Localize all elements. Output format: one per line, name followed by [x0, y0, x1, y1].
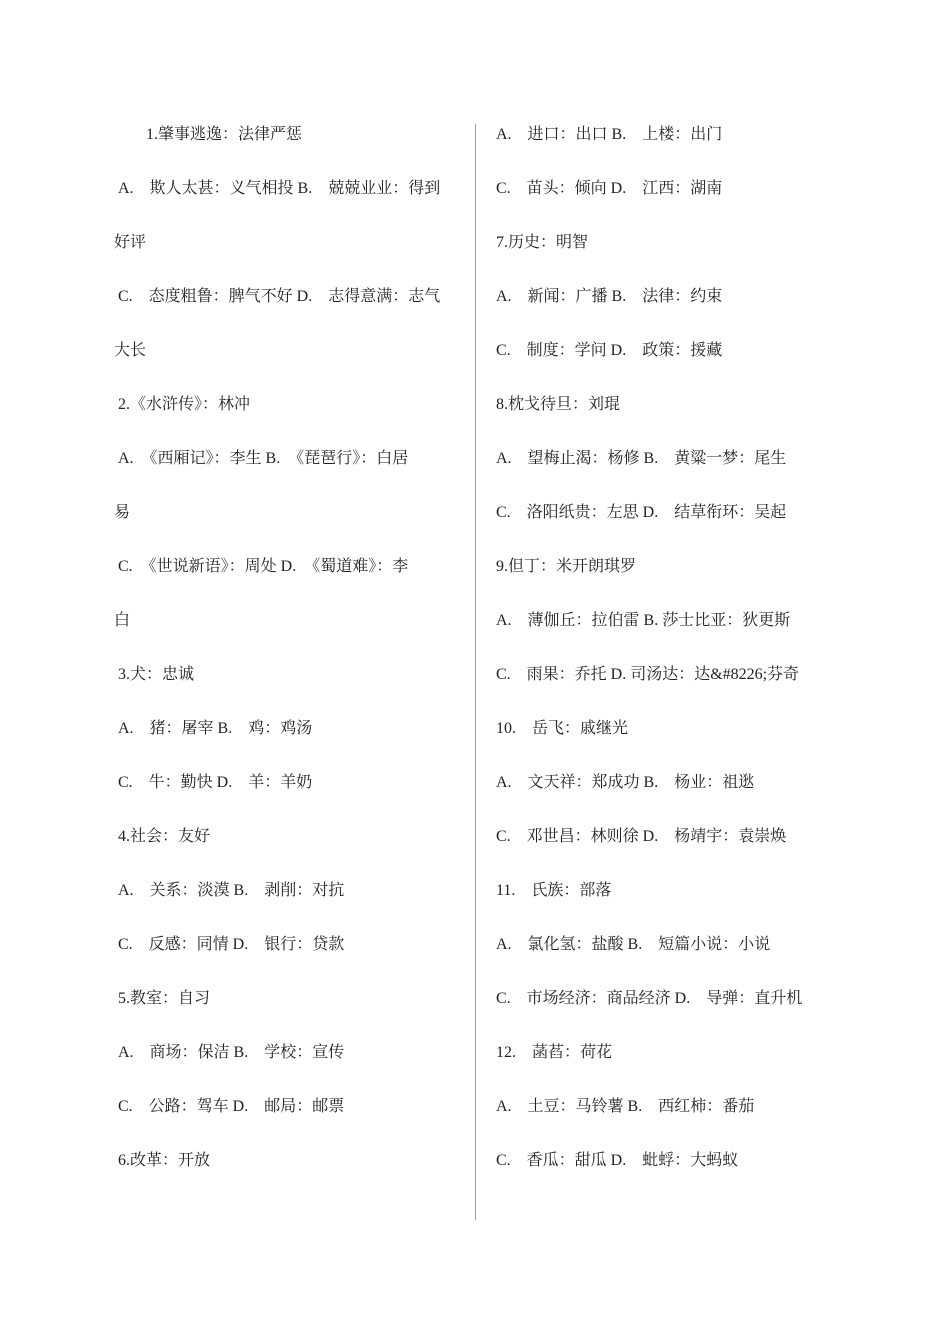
question-10-options-cd: C. 邓世昌：林则徐 D. 杨靖宇：袁崇焕: [496, 828, 787, 845]
question-10-options-ab: A. 文天祥：郑成功 B. 杨业：祖逖: [496, 774, 755, 791]
question-2-options-cd-wrap: 白: [114, 612, 131, 629]
question-8-options-cd: C. 洛阳纸贵：左思 D. 结草衔环：吴起: [496, 504, 787, 521]
question-1-options-ab: A. 欺人太甚：义气相投 B. 兢兢业业：得到: [118, 180, 441, 197]
left-column: [114, 108, 462, 1188]
question-9-options-ab: A. 薄伽丘：拉伯雷 B. 莎士比亚：狄更斯: [496, 612, 791, 629]
question-8-stem: 8.枕戈待旦：刘琨: [496, 396, 621, 413]
question-2-options-cd: C. 《世说新语》：周处 D. 《蜀道难》：李: [118, 558, 409, 575]
question-5-options-ab: A. 商场：保洁 B. 学校：宣传: [118, 1044, 345, 1061]
question-1-options-cd: C. 态度粗鲁：脾气不好 D. 志得意满：志气: [118, 288, 441, 305]
question-9-options-cd: C. 雨果：乔托 D. 司汤达：达&#8226;芬奇: [496, 666, 800, 683]
question-7-options-ab: A. 新闻：广播 B. 法律：约束: [496, 288, 723, 305]
question-6-options-cd: C. 苗头：倾向 D. 江西：湖南: [496, 180, 723, 197]
question-9-stem: 9.但丁：米开朗琪罗: [496, 558, 637, 575]
question-5-stem: 5.教室：自习: [118, 990, 211, 1007]
question-2-options-ab-wrap: 易: [114, 504, 131, 521]
question-7-options-cd: C. 制度：学问 D. 政策：援藏: [496, 342, 723, 359]
question-11-stem: 11. 氏族：部落: [496, 882, 612, 899]
question-6-options-ab: A. 进口：出口 B. 上楼：出门: [496, 126, 723, 143]
question-8-options-ab: A. 望梅止渴：杨修 B. 黄粱一梦：尾生: [496, 450, 787, 467]
question-11-options-cd: C. 市场经济：商品经济 D. 导弹：直升机: [496, 990, 803, 1007]
question-4-stem: 4.社会：友好: [118, 828, 211, 845]
question-4-options-ab: A. 关系：淡漠 B. 剥削：对抗: [118, 882, 345, 899]
question-3-stem: 3.犬：忠诚: [118, 666, 195, 683]
question-2-stem: 2.《水浒传》：林冲: [118, 396, 251, 413]
question-12-options-ab: A. 土豆：马铃薯 B. 西红柿：番茄: [496, 1098, 755, 1115]
question-1-options-cd-wrap: 大长: [114, 342, 147, 359]
question-1-stem: 1.肇事逃逸：法律严惩: [146, 126, 303, 143]
question-12-options-cd: C. 香瓜：甜瓜 D. 蚍蜉：大蚂蚁: [496, 1152, 739, 1169]
right-column: [496, 108, 826, 1188]
column-divider: [475, 124, 476, 1220]
question-11-options-ab: A. 氯化氢：盐酸 B. 短篇小说：小说: [496, 936, 771, 953]
question-3-options-ab: A. 猪：屠宰 B. 鸡：鸡汤: [118, 720, 313, 737]
question-4-options-cd: C. 反感：同情 D. 银行：贷款: [118, 936, 345, 953]
question-2-options-ab: A. 《西厢记》：李生 B. 《琵琶行》：白居: [118, 450, 409, 467]
question-7-stem: 7.历史：明智: [496, 234, 589, 251]
question-1-options-ab-wrap: 好评: [114, 234, 147, 251]
question-3-options-cd: C. 牛：勤快 D. 羊：羊奶: [118, 774, 313, 791]
question-6-stem: 6.改革：开放: [118, 1152, 211, 1169]
question-10-stem: 10. 岳飞：戚继光: [496, 720, 629, 737]
question-12-stem: 12. 菡萏：荷花: [496, 1044, 613, 1061]
question-5-options-cd: C. 公路：驾车 D. 邮局：邮票: [118, 1098, 345, 1115]
